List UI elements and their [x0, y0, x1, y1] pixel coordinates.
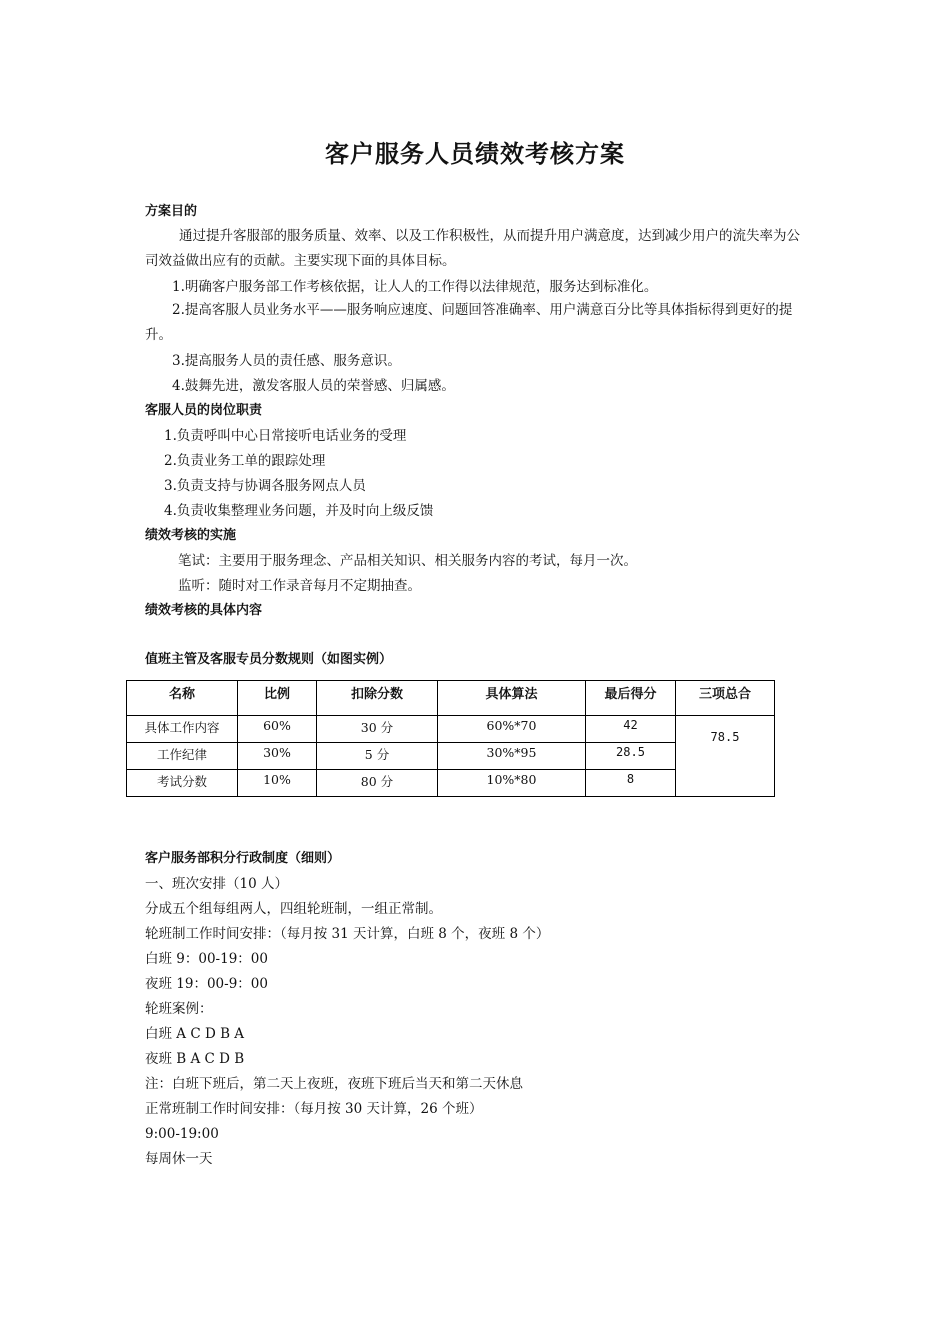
table-cell: 具体工作内容 — [127, 716, 238, 743]
table-cell: 80 分 — [317, 770, 438, 797]
table-cell: 60%*70 — [438, 716, 586, 743]
duty-item-1: 1.负责呼叫中心日常接听电话业务的受理 — [164, 428, 407, 444]
purpose-paragraph: 通过提升客服部的服务质量、效率、以及工作积极性，从而提升用户满意度，达到减少用户的流失率为公司效益做出应有的贡献。主要实现下面的具体目标。 — [145, 228, 800, 269]
table-header-row — [127, 681, 775, 716]
purpose-item-3: 3.提高服务人员的责任感、服务意识。 — [172, 353, 401, 369]
table-cell: 5 分 — [317, 743, 438, 770]
duty-item-3: 3.负责支持与协调各服务网点人员 — [164, 478, 366, 494]
rules-line: 白班 9：00-19：00 — [145, 951, 268, 967]
table-cell: 工作纪律 — [127, 743, 238, 770]
table-row — [127, 716, 775, 743]
rules-line: 每周休一天 — [145, 1151, 213, 1167]
rules-line: 夜班 B A C D B — [145, 1051, 245, 1067]
section-heading-implementation: 绩效考核的实施 — [145, 528, 237, 543]
section-heading-content: 绩效考核的具体内容 — [145, 603, 263, 618]
rules-line: 分成五个组每组两人，四组轮班制，一组正常制。 — [145, 901, 442, 917]
table-cell: 10%*80 — [438, 770, 586, 797]
table-header-cell: 扣除分数 — [317, 681, 438, 716]
table-header-cell: 具体算法 — [438, 681, 586, 716]
table-header-cell: 比例 — [238, 681, 317, 716]
duty-item-2: 2.负责业务工单的跟踪处理 — [164, 453, 326, 469]
page-title: 客户服务人员绩效考核方案 — [325, 140, 625, 168]
implementation-monitoring: 监听：随时对工作录音每月不定期抽查。 — [178, 578, 421, 594]
rules-line: 一、班次安排（10 人） — [145, 876, 288, 892]
section-heading-rules: 客户服务部积分行政制度（细则） — [145, 851, 341, 866]
table-cell: 42 — [586, 716, 676, 743]
implementation-written-test: 笔试：主要用于服务理念、产品相关知识、相关服务内容的考试，每月一次。 — [178, 553, 637, 569]
section-heading-duties: 客服人员的岗位职责 — [145, 403, 263, 418]
table-cell: 60% — [238, 716, 317, 743]
rules-line: 正常班制工作时间安排：（每月按 30 天计算，26 个班） — [145, 1101, 483, 1117]
rules-line: 轮班制工作时间安排：（每月按 31 天计算，白班 8 个，夜班 8 个） — [145, 926, 550, 942]
rules-line: 9:00-19:00 — [145, 1126, 219, 1142]
table-header-cell: 最后得分 — [586, 681, 676, 716]
total-score-cell: 78.5 — [676, 716, 775, 797]
section-heading-purpose: 方案目的 — [145, 204, 198, 219]
table-cell: 10% — [238, 770, 317, 797]
table-cell: 28.5 — [586, 743, 676, 770]
purpose-item-1: 1.明确客户服务部工作考核依据，让人人的工作得以法律规范，服务达到标准化。 — [172, 279, 658, 295]
purpose-item-4: 4.鼓舞先进，激发客服人员的荣誉感、归属感。 — [172, 378, 455, 394]
table-header-cell: 三项总合 — [676, 681, 775, 716]
score-table — [126, 680, 775, 797]
table-cell: 30% — [238, 743, 317, 770]
table-cell: 8 — [586, 770, 676, 797]
purpose-item-2: 2.提高客服人员业务水平——服务响应速度、问题回答准确率、用户满意百分比等具体指标得到更好的提升。 — [145, 302, 793, 343]
table-cell: 30 分 — [317, 716, 438, 743]
table-caption: 值班主管及客服专员分数规则（如图实例） — [145, 652, 393, 667]
table-header-cell: 名称 — [127, 681, 238, 716]
rules-line: 轮班案例： — [145, 1001, 213, 1017]
rules-line: 注：白班下班后，第二天上夜班，夜班下班后当天和第二天休息 — [145, 1076, 523, 1092]
table-cell: 30%*95 — [438, 743, 586, 770]
table-cell: 考试分数 — [127, 770, 238, 797]
rules-line: 白班 A C D B A — [145, 1026, 245, 1042]
rules-line: 夜班 19：00-9：00 — [145, 976, 268, 992]
duty-item-4: 4.负责收集整理业务问题，并及时向上级反馈 — [164, 503, 434, 519]
